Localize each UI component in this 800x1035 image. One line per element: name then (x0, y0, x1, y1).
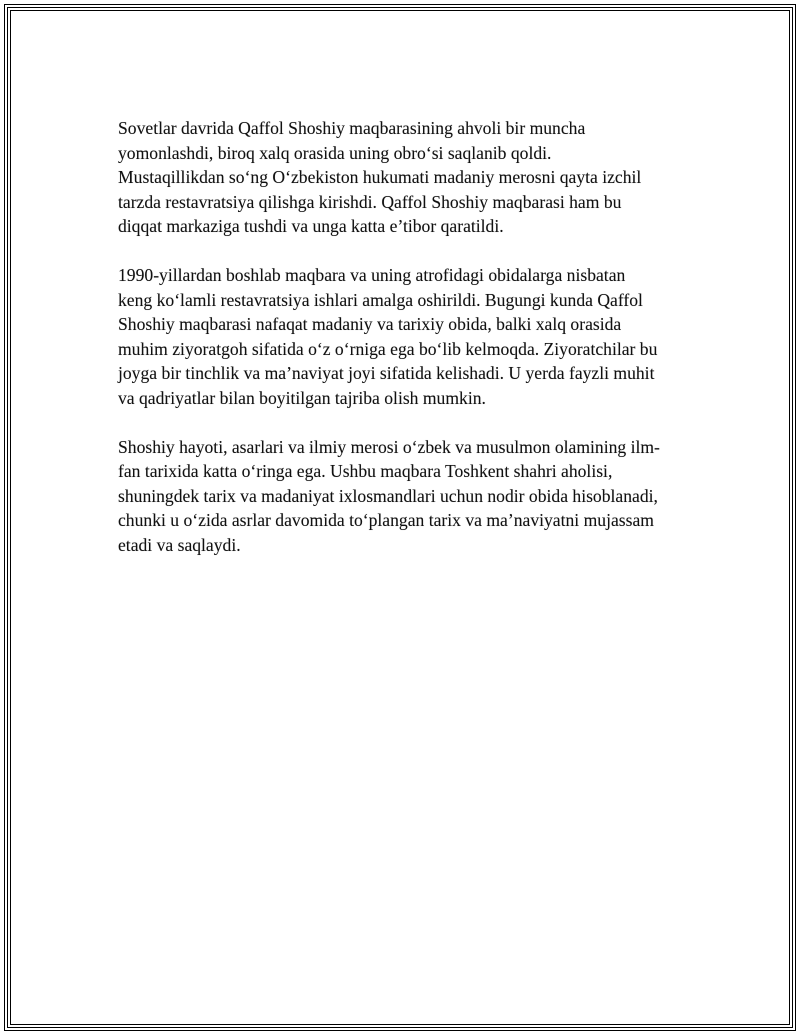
document-body (118, 116, 698, 582)
text-line: Shoshiy maqbarasi nafaqat madaniy va tarixiy obida, balki xalq orasida (118, 314, 622, 334)
text-line: chunki u o‘zida asrlar davomida to‘plangan tarix va ma’naviyatni mujassam (118, 510, 654, 530)
paragraph-3 (118, 435, 698, 558)
text-line: shuningdek tarix va madaniyat ixlosmandlari uchun nodir obida hisoblanadi, (118, 485, 658, 506)
text-line: Shoshiy hayoti, asarlari va ilmiy merosi o‘zbek va musulmon olamining ilm- (118, 436, 660, 457)
text-line: muhim ziyoratgoh sifatida o‘z o‘rniga ega bo‘lib kelmoqda. Ziyoratchilar bu (118, 338, 658, 359)
text-line: yomonlashdi, biroq xalq orasida uning obro‘si saqlanib qoldi. (118, 142, 552, 163)
text-line: va qadriyatlar bilan boyitilgan tajriba olish mumkin. (118, 387, 486, 408)
text-line: joyga bir tinchlik va ma’naviyat joyi sifatida kelishadi. U yerda fayzli muhit (118, 363, 655, 383)
text-line: keng ko‘lamli restavratsiya ishlari amalga oshirildi. Bugungi kunda Qaffol (118, 289, 643, 310)
text-line: Mustaqillikdan so‘ng O‘zbekiston hukumati madaniy merosni qayta izchil (118, 167, 642, 187)
text-line: Sovetlar davrida Qaffol Shoshiy maqbarasining ahvoli bir muncha (118, 118, 586, 138)
text-line: tarzda restavratsiya qilishga kirishdi. Qaffol Shoshiy maqbarasi ham bu (118, 191, 622, 212)
text-line: fan tarixida katta o‘ringa ega. Ushbu maqbara Toshkent shahri aholisi, (118, 461, 613, 481)
text-line: etadi va saqlaydi. (118, 534, 241, 555)
paragraph-2 (118, 263, 698, 410)
text-line: diqqat markaziga tushdi va unga katta e’tibor qaratildi. (118, 216, 504, 236)
text-line: 1990-yillardan boshlab maqbara va uning atrofidagi obidalarga nisbatan (118, 265, 626, 285)
paragraph-1 (118, 116, 698, 239)
